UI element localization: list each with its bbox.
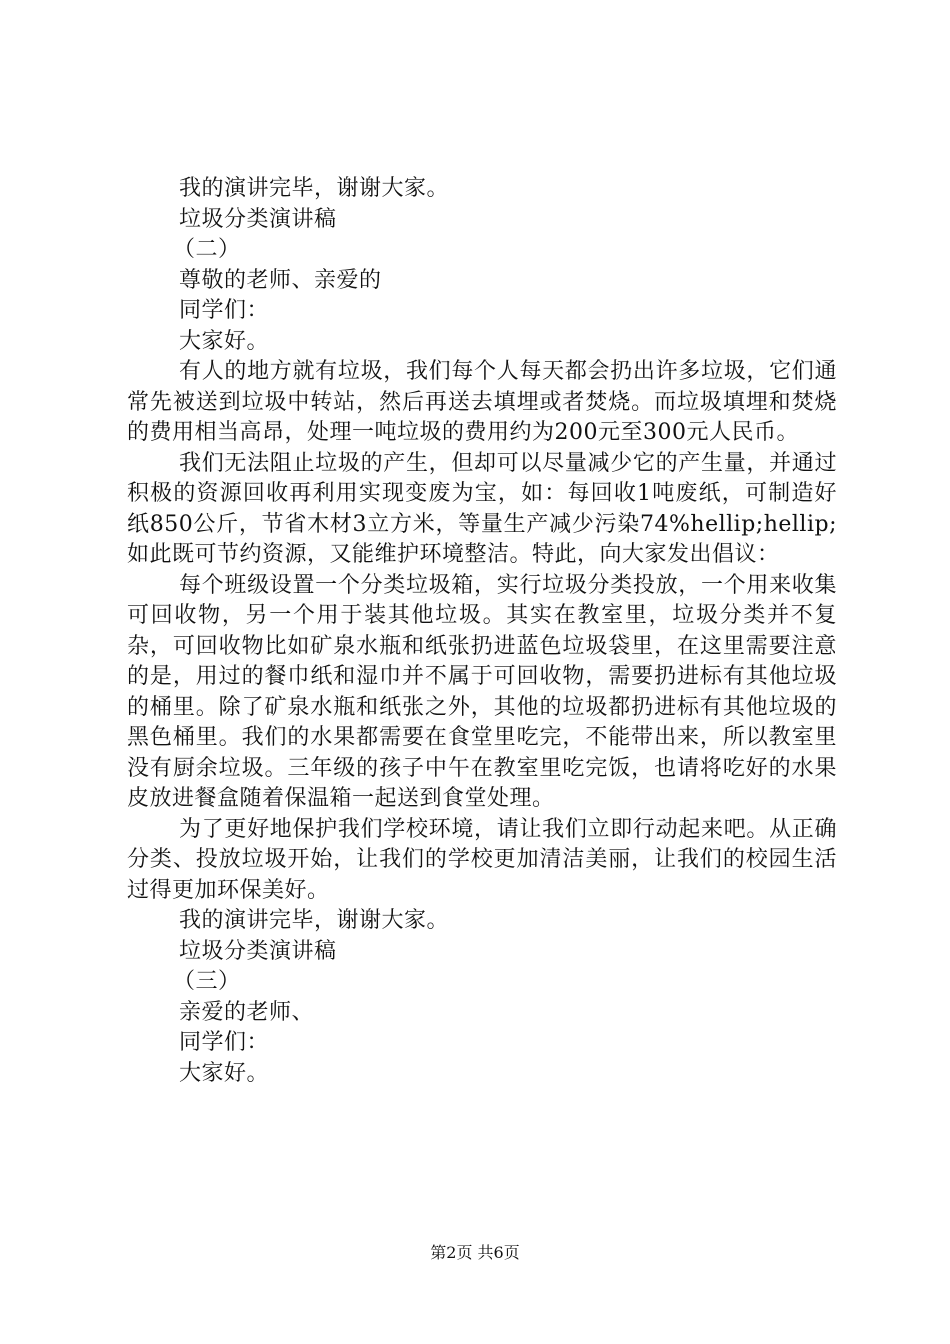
body-paragraph: 我们无法阻止垃圾的产生，但却可以尽量减少它的产生量，并通过积极的资源回收再利用实现变废为宝，如：每回收1吨废纸，可制造好纸850公斤，节省木材3立方米，等量生产减少污染74%hellip;hellip;如此既可节约资源，又能维护环境整洁。特此，向大家发出倡议： <box>127 450 837 567</box>
body-paragraph: 有人的地方就有垃圾，我们每个人每天都会扔出许多垃圾，它们通常先被送到垃圾中转站，然后再送去填埋或者焚烧。而垃圾填埋和焚烧的费用相当高昂，处理一吨垃圾的费用约为200元至300元人民币。 <box>127 359 837 445</box>
salutation-line: 同学们： <box>179 298 270 323</box>
body-paragraph: 为了更好地保护我们学校环境，请让我们立即行动起来吧。从正确分类、投放垃圾开始，让我们的学校更加清洁美丽，让我们的校园生活过得更加环保美好。 <box>127 816 837 903</box>
document-body <box>127 174 837 1089</box>
salutation-line: 尊敬的老师、亲爱的 <box>179 267 382 293</box>
greeting-line: 大家好。 <box>179 1060 270 1086</box>
page-number-label: 第2页 共6页 <box>430 1243 520 1262</box>
closing-line: 我的演讲完毕，谢谢大家。 <box>179 908 450 933</box>
page-footer <box>0 1243 950 1263</box>
closing-line: 我的演讲完毕，谢谢大家。 <box>179 176 450 201</box>
salutation-line: 同学们： <box>179 1030 270 1055</box>
salutation-line: 亲爱的老师、 <box>179 999 315 1025</box>
section-number: （三） <box>173 969 241 994</box>
body-paragraph: 每个班级设置一个分类垃圾箱，实行垃圾分类投放，一个用来收集可回收物，另一个用于装其他垃圾。其实在教室里，垃圾分类并不复杂，可回收物比如矿泉水瓶和纸张扔进蓝色垃圾袋里，在这里需要注意的是，用过的餐巾纸和湿巾并不属于可回收物，需要扔进标有其他垃圾的桶里。除了矿泉水瓶和纸张之外，其他的垃圾都扔进标有其他垃圾的黑色桶里。我们的水果都需要在食堂里吃完，不能带出来，所以教室里没有厨余垃圾。三年级的孩子中午在教室里吃完饭，也请将吃好的水果皮放进餐盒随着保温箱一起送到食堂处理。 <box>127 572 837 811</box>
section-title: 垃圾分类演讲稿 <box>179 938 337 964</box>
greeting-line: 大家好。 <box>179 328 270 354</box>
section-title: 垃圾分类演讲稿 <box>179 206 337 232</box>
section-number: （二） <box>173 237 241 262</box>
